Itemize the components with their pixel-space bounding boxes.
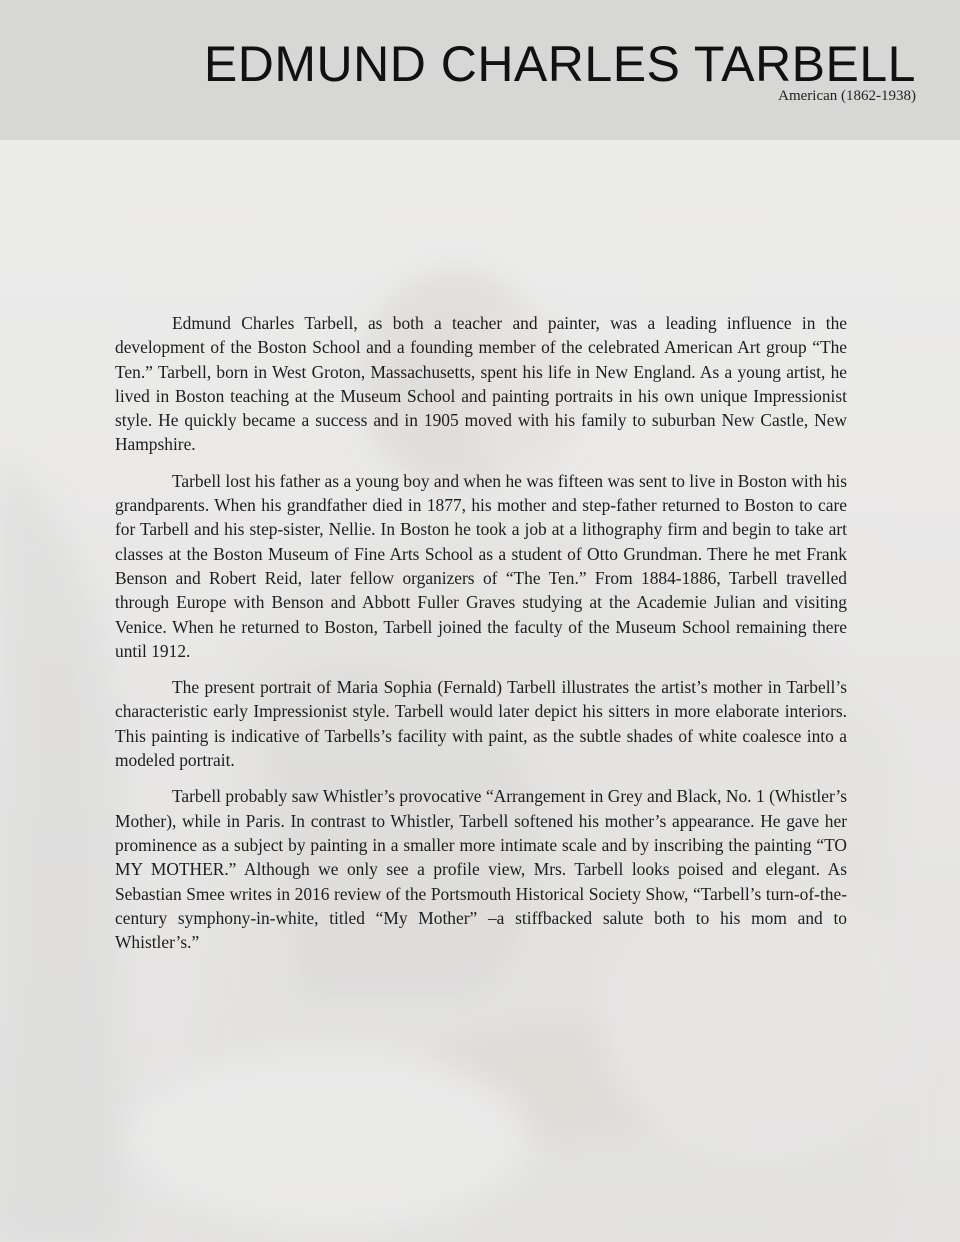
artist-nationality-dates: American (1862-1938): [778, 88, 916, 104]
paragraph: Tarbell probably saw Whistler’s provocative “Arrangement in Grey and Black, No. 1 (Whistler’s Mother), while in Paris. In contrast to Whistler, Tarbell softened his mother’s appearance. He gave her prominence as a subject by painting in a smaller more intimate scale and by inscribing the painting “TO MY MOTHER.” Although we only see a profile view, Mrs. Tarbell looks poised and elegant. As Sebastian Smee writes in 2016 review of the Portsmouth Historical Society Show, “Tarbell’s turn-of-the-century symphony-in-white, titled “My Mother” –a stiffbacked salute both to his mom and to Whistler’s.”: [115, 786, 847, 953]
paragraph: Tarbell lost his father as a young boy and when he was fifteen was sent to live in Boston with his grandparents. When his grandfather died in 1877, his mother and step-father returned to Boston to care for Tarbell and his step-sister, Nellie. In Boston he took a job at a lithography firm and begin to take art classes at the Boston Museum of Fine Arts School as a student of Otto Grundman. There he met Frank Benson and Robert Reid, later fellow organizers of “The Ten.” From 1884-1886, Tarbell travelled through Europe with Benson and Abbott Fuller Graves studying at the Academie Julian and visiting Venice. When he returned to Boston, Tarbell joined the faculty of the Museum School remaining there until 1912.: [115, 470, 847, 661]
biography-text: [115, 311, 847, 966]
paragraph: The present portrait of Maria Sophia (Fernald) Tarbell illustrates the artist’s mother in Tarbell’s characteristic early Impressionist style. Tarbell would later depict his sitters in more elaborate interiors. This painting is indicative of Tarbells’s facility with paint, as the subtle shades of white coalesce into a modeled portrait.: [115, 677, 847, 771]
artist-name-heading: EDMUND CHARLES TARBELL: [203, 36, 916, 92]
paragraph: Edmund Charles Tarbell, as both a teacher and painter, was a leading influence in the development of the Boston School and a founding member of the celebrated American Art group “The Ten.” Tarbell, born in West Groton, Massachusetts, spent his life in New England. As a young artist, he lived in Boston teaching at the Museum School and painting portraits in his own unique Impressionist style. He quickly became a success and in 1905 moved with his family to suburban New Castle, New Hampshire.: [115, 313, 847, 455]
header-band: [0, 0, 960, 140]
